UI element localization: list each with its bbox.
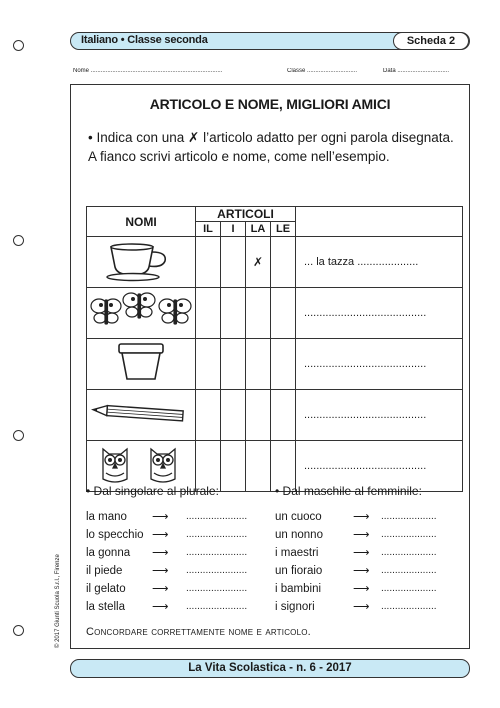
name-field[interactable]: Nome ............................................................................... — [73, 68, 223, 74]
mark-cell[interactable] — [246, 441, 271, 492]
list-item — [275, 598, 437, 616]
pot-icon — [87, 339, 196, 390]
answer-blank[interactable]: .................... — [381, 583, 437, 594]
arrow-icon: ⟶ — [152, 601, 169, 613]
mark-cell[interactable] — [221, 390, 246, 441]
arrow-icon: ⟶ — [152, 511, 169, 523]
page-title: ARTICOLO E NOME, MIGLIORI AMICI — [149, 96, 391, 112]
arrow-icon: ⟶ — [353, 529, 370, 541]
list-item — [86, 526, 247, 544]
mark-cell[interactable] — [271, 237, 296, 288]
articoli-header: ARTICOLI — [196, 207, 296, 222]
plural-exercise-list — [86, 508, 247, 616]
arrow-icon: ⟶ — [152, 583, 169, 595]
list-item — [275, 544, 437, 562]
exercise-word: il piede — [86, 565, 123, 577]
sheet-number-badge: Scheda 2 — [393, 32, 469, 50]
arrow-icon: ⟶ — [353, 547, 370, 559]
mark-cell[interactable] — [271, 288, 296, 339]
exercise-word: i maestri — [275, 547, 319, 559]
exercise-word: la stella — [86, 601, 125, 613]
exercise-word: i signori — [275, 601, 315, 613]
mark-cell[interactable] — [221, 288, 246, 339]
answer-blank[interactable]: ...................... — [186, 583, 248, 594]
list-item — [86, 508, 247, 526]
answer-cell[interactable]: ........................................ — [296, 441, 463, 492]
answer-blank[interactable]: ...................... — [186, 547, 248, 558]
mark-cell[interactable] — [271, 339, 296, 390]
feminine-heading: • Dal maschile al femminile: — [275, 484, 422, 498]
column-il: IL — [196, 222, 221, 237]
feminine-exercise-list — [275, 508, 437, 616]
class-field[interactable]: Classe .............................. — [287, 68, 358, 74]
list-item — [86, 598, 247, 616]
answer-blank[interactable]: .................... — [381, 511, 437, 522]
header-bar — [70, 32, 470, 50]
answer-blank[interactable]: .................... — [381, 529, 437, 540]
mark-cell[interactable] — [246, 339, 271, 390]
exercise-word: la gonna — [86, 547, 131, 559]
mark-cell[interactable] — [196, 237, 221, 288]
table-row — [87, 339, 463, 390]
arrow-icon: ⟶ — [152, 565, 169, 577]
exercise-word: un fioraio — [275, 565, 323, 577]
arrow-icon: ⟶ — [152, 529, 169, 541]
mark-cell[interactable] — [221, 339, 246, 390]
arrow-icon: ⟶ — [152, 547, 169, 559]
copyright-text: © 2017 Giunti Scuola S.r.l., Firenze — [55, 554, 61, 648]
mark-cell[interactable] — [271, 390, 296, 441]
list-item — [275, 562, 437, 580]
article-table — [86, 206, 463, 492]
arrow-icon: ⟶ — [353, 583, 370, 595]
mark-cell[interactable] — [196, 288, 221, 339]
header-subject: Italiano • Classe seconda — [81, 34, 208, 46]
answer-cell[interactable]: ... la tazza .................... — [296, 237, 463, 288]
butterflies-icon — [87, 288, 196, 339]
mark-cell[interactable] — [196, 339, 221, 390]
answer-blank[interactable]: ...................... — [186, 601, 248, 612]
agreement-note: Concordare correttamente nome e articolo. — [86, 626, 311, 638]
mark-cell[interactable] — [221, 441, 246, 492]
mark-cell[interactable] — [246, 390, 271, 441]
footer-bar — [70, 659, 470, 678]
column-i: I — [221, 222, 246, 237]
arrow-icon: ⟶ — [353, 511, 370, 523]
arrow-icon: ⟶ — [353, 565, 370, 577]
pencil-icon — [87, 390, 196, 441]
list-item — [275, 526, 437, 544]
answer-blank[interactable]: ...................... — [186, 511, 248, 522]
exercise-word: un cuoco — [275, 511, 322, 523]
answer-cell[interactable]: ........................................ — [296, 339, 463, 390]
list-item — [275, 508, 437, 526]
answer-blank[interactable]: .................... — [381, 547, 437, 558]
mark-cell[interactable] — [196, 390, 221, 441]
binder-hole — [13, 430, 24, 441]
exercise-word: la mano — [86, 511, 127, 523]
cup-icon — [87, 237, 196, 288]
date-field[interactable]: Data ............................... — [383, 68, 450, 74]
answer-cell[interactable]: ........................................ — [296, 390, 463, 441]
nomi-header: NOMI — [87, 207, 196, 237]
footer-text: La Vita Scolastica - n. 6 - 2017 — [188, 662, 352, 674]
binder-hole — [13, 625, 24, 636]
column-la: LA — [246, 222, 271, 237]
answer-cell[interactable]: ........................................ — [296, 288, 463, 339]
exercise-word: un nonno — [275, 529, 323, 541]
student-info-line — [73, 68, 473, 74]
mark-cell[interactable] — [246, 288, 271, 339]
exercise-word: il gelato — [86, 583, 126, 595]
answer-blank[interactable]: ...................... — [186, 529, 248, 540]
table-row — [87, 237, 463, 288]
answer-header-blank — [296, 207, 463, 237]
plural-heading: • Dal singolare al plurale: — [86, 484, 219, 498]
table-row — [87, 390, 463, 441]
binder-hole — [13, 235, 24, 246]
binder-hole — [13, 40, 24, 51]
instruction-text: • Indica con una ✗ l’articolo adatto per ogni parola disegnata. A fianco scrivi articolo e nome, come nell’esempio. — [88, 130, 454, 164]
exercise-word: lo specchio — [86, 529, 144, 541]
answer-blank[interactable]: .................... — [381, 565, 437, 576]
column-le: LE — [271, 222, 296, 237]
table-row — [87, 288, 463, 339]
list-item — [86, 562, 247, 580]
answer-blank[interactable]: ...................... — [186, 565, 248, 576]
list-item — [86, 580, 247, 598]
mark-cell[interactable] — [221, 237, 246, 288]
arrow-icon: ⟶ — [353, 601, 370, 613]
exercise-word: i bambini — [275, 583, 322, 595]
list-item — [86, 544, 247, 562]
answer-blank[interactable]: .................... — [381, 601, 437, 612]
mark-cell[interactable]: ✗ — [246, 237, 271, 288]
list-item — [275, 580, 437, 598]
